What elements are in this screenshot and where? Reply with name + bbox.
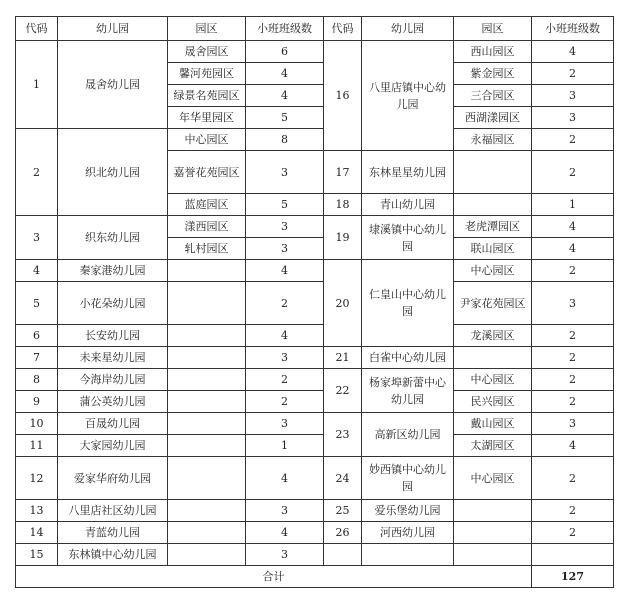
campus-cell: 民兴园区 <box>454 391 532 413</box>
class-count-cell: 3 <box>532 107 614 129</box>
class-count-cell: 4 <box>532 216 614 238</box>
kindergarten-cell: 仁皇山中心幼儿园 <box>362 260 454 347</box>
campus-cell <box>454 151 532 194</box>
code-cell: 24 <box>324 457 362 500</box>
kindergarten-cell: 织北幼儿园 <box>58 129 168 216</box>
campus-cell <box>168 457 246 500</box>
kindergarten-cell: 埭溪镇中心幼儿园 <box>362 216 454 260</box>
campus-cell: 中心园区 <box>454 369 532 391</box>
campus-cell: 中心园区 <box>168 129 246 151</box>
campus-cell <box>454 522 532 544</box>
table-row <box>16 413 614 435</box>
code-cell: 15 <box>16 544 58 566</box>
campus-cell: 老虎潭园区 <box>454 216 532 238</box>
code-cell: 25 <box>324 500 362 522</box>
code-cell: 18 <box>324 194 362 216</box>
campus-cell <box>454 500 532 522</box>
class-count-cell: 2 <box>246 391 324 413</box>
class-count-cell: 2 <box>532 391 614 413</box>
class-count-cell: 3 <box>246 500 324 522</box>
class-count-cell: 4 <box>246 325 324 347</box>
campus-cell: 晟舍园区 <box>168 41 246 63</box>
code-cell: 5 <box>16 282 58 325</box>
campus-cell: 戴山园区 <box>454 413 532 435</box>
class-count-cell: 4 <box>246 522 324 544</box>
kindergarten-cell: 白雀中心幼儿园 <box>362 347 454 369</box>
code-cell: 26 <box>324 522 362 544</box>
campus-cell <box>168 282 246 325</box>
table-row <box>16 325 614 347</box>
campus-cell: 太湖园区 <box>454 435 532 457</box>
campus-cell <box>454 194 532 216</box>
empty-cell <box>454 544 532 566</box>
header-class-count: 小班班级数 <box>532 17 614 41</box>
class-count-cell: 2 <box>532 369 614 391</box>
class-count-cell: 3 <box>246 238 324 260</box>
campus-cell: 永福园区 <box>454 129 532 151</box>
table-row <box>16 500 614 522</box>
class-count-cell: 3 <box>246 151 324 194</box>
code-cell: 20 <box>324 260 362 347</box>
kindergarten-class-table <box>15 16 614 588</box>
header-campus: 园区 <box>168 17 246 41</box>
campus-cell <box>168 500 246 522</box>
class-count-cell: 3 <box>246 216 324 238</box>
table-row <box>16 282 614 325</box>
code-cell: 21 <box>324 347 362 369</box>
kindergarten-cell: 未来星幼儿园 <box>58 347 168 369</box>
header-row <box>16 17 614 41</box>
campus-cell: 龙溪园区 <box>454 325 532 347</box>
class-count-cell: 2 <box>246 369 324 391</box>
total-row <box>16 566 614 588</box>
kindergarten-cell: 大家园幼儿园 <box>58 435 168 457</box>
campus-cell: 三合园区 <box>454 85 532 107</box>
campus-cell: 轧村园区 <box>168 238 246 260</box>
code-cell: 22 <box>324 369 362 413</box>
header-kindergarten: 幼儿园 <box>58 17 168 41</box>
campus-cell <box>168 260 246 282</box>
code-cell: 8 <box>16 369 58 391</box>
table-row <box>16 435 614 457</box>
campus-cell: 尹家花苑园区 <box>454 282 532 325</box>
kindergarten-cell: 河西幼儿园 <box>362 522 454 544</box>
header-class-count: 小班班级数 <box>246 17 324 41</box>
kindergarten-cell: 妙西镇中心幼儿园 <box>362 457 454 500</box>
code-cell: 23 <box>324 413 362 457</box>
class-count-cell: 2 <box>532 347 614 369</box>
class-count-cell: 3 <box>246 544 324 566</box>
empty-cell <box>324 544 362 566</box>
code-cell: 2 <box>16 129 58 216</box>
class-count-cell: 2 <box>532 129 614 151</box>
code-cell: 4 <box>16 260 58 282</box>
class-count-cell: 3 <box>532 282 614 325</box>
class-count-cell: 3 <box>246 413 324 435</box>
empty-cell <box>532 544 614 566</box>
class-count-cell: 2 <box>532 151 614 194</box>
campus-cell <box>454 347 532 369</box>
table-row <box>16 457 614 500</box>
kindergarten-cell: 高新区幼儿园 <box>362 413 454 457</box>
table-row <box>16 347 614 369</box>
class-count-cell: 6 <box>246 41 324 63</box>
class-count-cell: 4 <box>246 260 324 282</box>
campus-cell: 西山园区 <box>454 41 532 63</box>
kindergarten-cell: 织东幼儿园 <box>58 216 168 260</box>
table-row <box>16 391 614 413</box>
table-row <box>16 216 614 238</box>
table-row <box>16 260 614 282</box>
class-count-cell: 2 <box>532 260 614 282</box>
class-count-cell: 2 <box>532 522 614 544</box>
header-code: 代码 <box>324 17 362 41</box>
kindergarten-cell: 杨家埠新蕾中心幼儿园 <box>362 369 454 413</box>
kindergarten-cell: 长安幼儿园 <box>58 325 168 347</box>
kindergarten-cell: 今海岸幼儿园 <box>58 369 168 391</box>
campus-cell: 漾西园区 <box>168 216 246 238</box>
total-label: 合计 <box>16 566 532 588</box>
code-cell: 7 <box>16 347 58 369</box>
class-count-cell: 1 <box>246 435 324 457</box>
total-value: 127 <box>532 566 614 588</box>
code-cell: 14 <box>16 522 58 544</box>
table-row <box>16 522 614 544</box>
code-cell: 11 <box>16 435 58 457</box>
campus-cell <box>168 544 246 566</box>
campus-cell <box>168 435 246 457</box>
kindergarten-cell: 晟舍幼儿园 <box>58 41 168 129</box>
class-count-cell: 2 <box>532 457 614 500</box>
kindergarten-cell: 青山幼儿园 <box>362 194 454 216</box>
campus-cell: 中心园区 <box>454 457 532 500</box>
class-count-cell: 4 <box>246 85 324 107</box>
code-cell: 6 <box>16 325 58 347</box>
code-cell: 16 <box>324 41 362 151</box>
campus-cell: 紫金园区 <box>454 63 532 85</box>
class-count-cell: 1 <box>532 194 614 216</box>
campus-cell <box>168 325 246 347</box>
kindergarten-cell: 八里店社区幼儿园 <box>58 500 168 522</box>
class-count-cell: 4 <box>246 63 324 85</box>
class-count-cell: 4 <box>532 238 614 260</box>
header-campus: 园区 <box>454 17 532 41</box>
campus-cell: 中心园区 <box>454 260 532 282</box>
kindergarten-cell: 爱乐堡幼儿园 <box>362 500 454 522</box>
code-cell: 19 <box>324 216 362 260</box>
class-count-cell: 3 <box>532 413 614 435</box>
campus-cell <box>168 347 246 369</box>
class-count-cell: 5 <box>246 107 324 129</box>
campus-cell <box>168 522 246 544</box>
campus-cell <box>168 369 246 391</box>
code-cell: 3 <box>16 216 58 260</box>
class-count-cell: 2 <box>246 282 324 325</box>
header-kindergarten: 幼儿园 <box>362 17 454 41</box>
class-count-cell: 4 <box>532 435 614 457</box>
table-row <box>16 544 614 566</box>
kindergarten-cell: 蒲公英幼儿园 <box>58 391 168 413</box>
campus-cell <box>168 391 246 413</box>
campus-cell: 蓝庭园区 <box>168 194 246 216</box>
kindergarten-cell: 秦家港幼儿园 <box>58 260 168 282</box>
kindergarten-cell: 东林镇中心幼儿园 <box>58 544 168 566</box>
kindergarten-cell: 青蓝幼儿园 <box>58 522 168 544</box>
campus-cell: 嘉誉花苑园区 <box>168 151 246 194</box>
code-cell: 10 <box>16 413 58 435</box>
kindergarten-cell: 爱家华府幼儿园 <box>58 457 168 500</box>
empty-cell <box>362 544 454 566</box>
code-cell: 13 <box>16 500 58 522</box>
campus-cell: 馨河苑园区 <box>168 63 246 85</box>
campus-cell: 绿景名苑园区 <box>168 85 246 107</box>
class-count-cell: 2 <box>532 500 614 522</box>
campus-cell <box>168 413 246 435</box>
table-row <box>16 369 614 391</box>
kindergarten-cell: 东林星星幼儿园 <box>362 151 454 194</box>
code-cell: 17 <box>324 151 362 194</box>
table-row <box>16 41 614 63</box>
kindergarten-cell: 百晟幼儿园 <box>58 413 168 435</box>
kindergarten-cell: 八里店镇中心幼儿园 <box>362 41 454 151</box>
class-count-cell: 2 <box>532 63 614 85</box>
code-cell: 9 <box>16 391 58 413</box>
campus-cell: 西湖漾园区 <box>454 107 532 129</box>
class-count-cell: 4 <box>246 457 324 500</box>
class-count-cell: 2 <box>532 325 614 347</box>
campus-cell: 联山园区 <box>454 238 532 260</box>
campus-cell: 年华里园区 <box>168 107 246 129</box>
class-count-cell: 8 <box>246 129 324 151</box>
code-cell: 1 <box>16 41 58 129</box>
class-count-cell: 3 <box>532 85 614 107</box>
table-row <box>16 129 614 151</box>
class-count-cell: 4 <box>532 41 614 63</box>
class-count-cell: 5 <box>246 194 324 216</box>
class-count-cell: 3 <box>246 347 324 369</box>
kindergarten-cell: 小花朵幼儿园 <box>58 282 168 325</box>
code-cell: 12 <box>16 457 58 500</box>
header-code: 代码 <box>16 17 58 41</box>
